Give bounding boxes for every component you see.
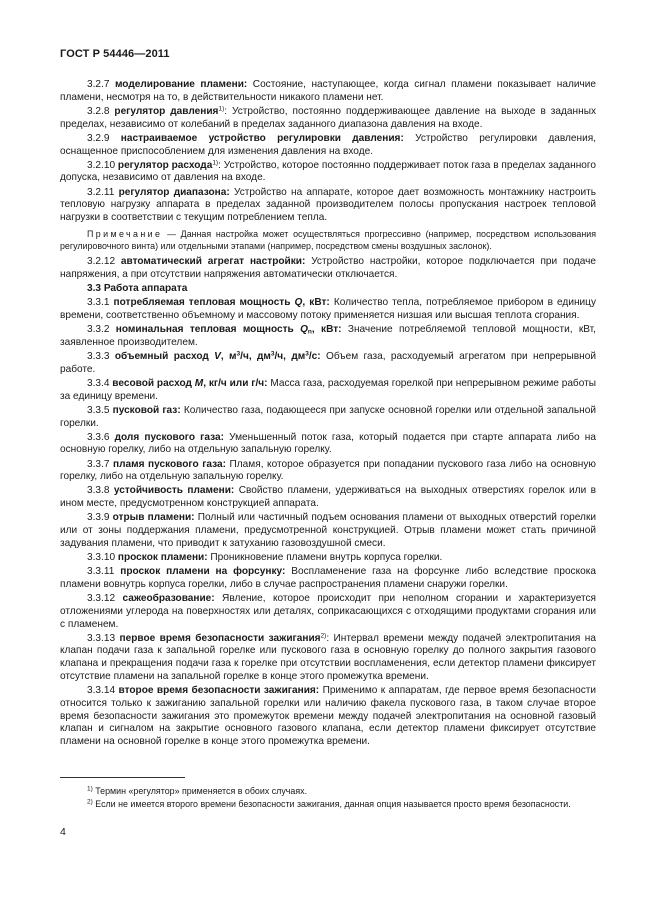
paragraph-3-3-10 [60, 552, 596, 565]
definition: Воспламенение газа на форсунке либо вследствие проскока пламени вовнутрь корпуса горелки, либо в случае распространения пламени снаружи горелки. [60, 566, 597, 590]
variable: M [194, 377, 204, 389]
term: пусковой газ: [112, 404, 181, 416]
definition: Значение потребляемой тепловой мощности, кВт, заявленное производителем. [60, 324, 596, 348]
clause-number: 3.3.10 [87, 552, 116, 564]
paragraph-3-2-12 [60, 256, 596, 282]
definition: Свойство пламени, удерживаться на выходных отверстиях горелок или в ином месте, предусмотренном конструкцией аппарата. [60, 485, 596, 510]
term: потребляемая тепловая мощность Q, кВт: [113, 297, 330, 309]
variable: Q [294, 297, 303, 309]
term: проскок пламени: [117, 552, 208, 564]
clause-number: 3.3.11 [87, 566, 115, 578]
section-heading: 3.3 Работа аппарата [87, 283, 188, 295]
note-text: — Данная настройка может осуществляться прогрессивно (например, посредством использования регулировочного винта) или отдельными этапами (например, посредством смены воздушных заслонок). [60, 228, 596, 252]
paragraph-3-2-8 [60, 106, 596, 132]
footnote-mark: 2) [87, 798, 93, 806]
term: первое время безопасности зажигания [119, 632, 321, 644]
paragraph-3-2-11 [60, 187, 596, 225]
paragraph-3-3-14 [60, 685, 596, 749]
clause-number: 3.3.4 [87, 377, 110, 389]
definition: Объем газа, расходуемый агрегатом при непрерывной работе. [60, 351, 596, 375]
definition: Применимо к аппаратам, где первое время безопасности относится только к зажиганию запальной горелки или наличию факела пускового газа, в таком случае второе время безопасности зажигания это промежуток времени между подачей электропитания на основной газовый клапан и сигналом на закрытие основного газового клапана, если детектор пламени фиксирует отсутствие пламени на основной горелке в конце этого промежутка времени. [60, 685, 597, 748]
paragraph-3-2-7 [60, 79, 596, 105]
clause-number: 3.3.2 [87, 324, 110, 336]
term: второе время безопасности зажигания: [118, 685, 320, 697]
term: пламя пускового газа: [113, 458, 226, 470]
paragraph-3-3-7 [60, 459, 596, 485]
paragraph-3-3-1 [60, 297, 596, 323]
definition: : Интервал времени между подачей электропитания на клапан подачи газа к запальной горелке или пускового газа в основную горелку до полного закрытия газового клапана и прекращения подачи газа к горелке при отсутствии воспламенения, если детектор пламени фиксирует отсутствие пламени на запальной горелке в конце этого промежутка времени. [60, 632, 596, 682]
paragraph-3-3-12 [60, 593, 596, 631]
definition: Количество газа, подающееся при запуске основной горелки или отдельной запальной горелки. [60, 404, 596, 429]
term: отрыв пламени: [112, 512, 195, 524]
footnote-divider [60, 777, 185, 778]
clause-number: 3.3.8 [87, 485, 110, 497]
paragraph-3-3-6 [60, 432, 596, 458]
clause-number: 3.2.7 [87, 79, 110, 90]
term: доля пускового газа: [114, 431, 224, 443]
clause-number: 3.3.3 [87, 351, 110, 363]
term: автоматический агрегат настройки: [120, 256, 306, 268]
definition: Устройство на аппарате, которое дает возможность монтажнику настроить тепловую нагрузку аппарата в пределах заданной производителем полосы пропускания настроек тепловой нагрузки в соответствии с текущим потреблением тепла. [60, 186, 596, 224]
document-body [60, 79, 596, 750]
definition: Количество тепла, потребляемое прибором в единицу времени, соответственно объемному и массовому потоку применяется низшая или высшая теплота сгорания. [60, 297, 596, 321]
term: моделирование пламени: [114, 79, 248, 90]
clause-number: 3.2.11 [87, 186, 115, 198]
paragraph-3-3-8 [60, 485, 596, 511]
term: сажеобразование: [122, 593, 215, 605]
term: устойчивость пламени: [113, 485, 235, 497]
paragraph-3-3-11 [60, 566, 596, 592]
paragraph-3-3-3 [60, 351, 596, 377]
definition: Проникновение пламени внутрь корпуса горелки. [207, 552, 443, 564]
footnote-ref: 2) [320, 632, 327, 640]
paragraph-3-3-13 [60, 633, 596, 684]
definition: : Устройство, постоянно поддерживающее давление на выходе в заданных пределах, независимо от колебаний в пределах заданного диапазона давления на входе. [60, 105, 596, 130]
variable: Q [300, 324, 308, 336]
paragraph-3-2-9 [60, 133, 596, 159]
note-label: Примечание [87, 228, 163, 239]
definition: Явление, которое происходит при неполном сгорании и характеризуется отложениями углерода на поверхностях или деталях, соприкасающихся с отходящими продуктами сгорания или с пламенем. [60, 593, 596, 630]
clause-number: 3.2.9 [87, 132, 110, 144]
definition: Масса газа, расходуемая горелкой при непрерывном режиме работы за единицу времени. [60, 377, 596, 402]
paragraph-3-3-5 [60, 405, 596, 431]
footnote-ref: 1) [212, 159, 219, 167]
clause-number: 3.2.8 [87, 105, 110, 117]
clause-number: 3.3.13 [87, 632, 116, 644]
clause-number: 3.3.9 [87, 512, 110, 524]
definition: Уменьшенный поток газа, который подается при старте аппарата либо на основную горелку, либо на отдельную запальную горелку. [60, 431, 596, 456]
clause-number: 3.3.7 [87, 458, 110, 470]
clause-number: 3.2.12 [87, 256, 116, 268]
footnote-1 [60, 785, 596, 798]
footnote-mark: 1) [87, 785, 93, 793]
document-header: ГОСТ Р 54446—2011 [60, 48, 170, 60]
paragraph-3-3-2 [60, 324, 596, 350]
paragraph-3-3-9 [60, 512, 596, 550]
definition: Полный или частичный подъем основания пламени от выходных отверстий горелки или от зоны поддержания пламени, предусмотренной конструкцией. Отрыв пламени может стать причиной задувания пламени, что приводит к затуханию газовоздушной смеси. [60, 512, 596, 549]
term: номинальная тепловая мощность $Q_n$, кВт: [115, 324, 342, 336]
note [60, 228, 596, 252]
clause-number: 3.3.1 [87, 297, 110, 309]
footnote-text: Термин «регулятор» применяется в обоих случаях. [92, 786, 308, 796]
clause-number: 3.3.14 [87, 685, 116, 697]
term: регулятор давления [114, 105, 219, 117]
variable: V [214, 351, 221, 363]
clause-number: 3.3.6 [87, 431, 110, 443]
footnotes [60, 785, 596, 810]
clause-number: 3.3.5 [87, 404, 110, 416]
definition: : Устройство, которое постоянно поддерживает поток газа в пределах заданного допуска, независимо от давления на входе. [60, 159, 596, 184]
footnote-ref: 1) [218, 105, 225, 113]
term: регулятор диапазона: [118, 186, 230, 198]
term: проскок пламени на форсунку: [120, 566, 286, 578]
footnote-text: Если не имеется второго времени безопасности зажигания, данная опция называется просто время безопасности. [92, 798, 571, 809]
page-number: 4 [60, 826, 66, 838]
subscript: n [307, 328, 312, 336]
term: объемный расход V, $м^3/ч$, $дм^3/ч$, $дм^3/с$: [114, 350, 321, 363]
definition: Пламя, которое образуется при попадании пускового газа либо на основную горелку, либо на отдельную запальную горелку. [60, 458, 596, 483]
term: регулятор расхода [117, 159, 213, 171]
clause-number: 3.2.10 [87, 159, 116, 171]
definition: Состояние, наступающее, когда сигнал пламени показывает наличие пламени, несмотря на то, в действительности никакого пламени нет. [60, 79, 597, 103]
paragraph-3-2-10 [60, 160, 596, 186]
footnote-2 [60, 798, 596, 811]
paragraph-3-3-4 [60, 378, 596, 404]
term: весовой расход M, кг/ч или г/ч: [112, 377, 268, 389]
clause-number: 3.3.12 [87, 593, 116, 605]
definition: Устройство настройки, которое подключается при подаче напряжения, а при отсутствии напряжения автоматически отключается. [60, 256, 596, 280]
definition: Устройство регулировки давления, оснащенное приспособлением для изменения давления на входе. [60, 132, 597, 157]
term: настраиваемое устройство регулировки давления: [120, 132, 404, 144]
